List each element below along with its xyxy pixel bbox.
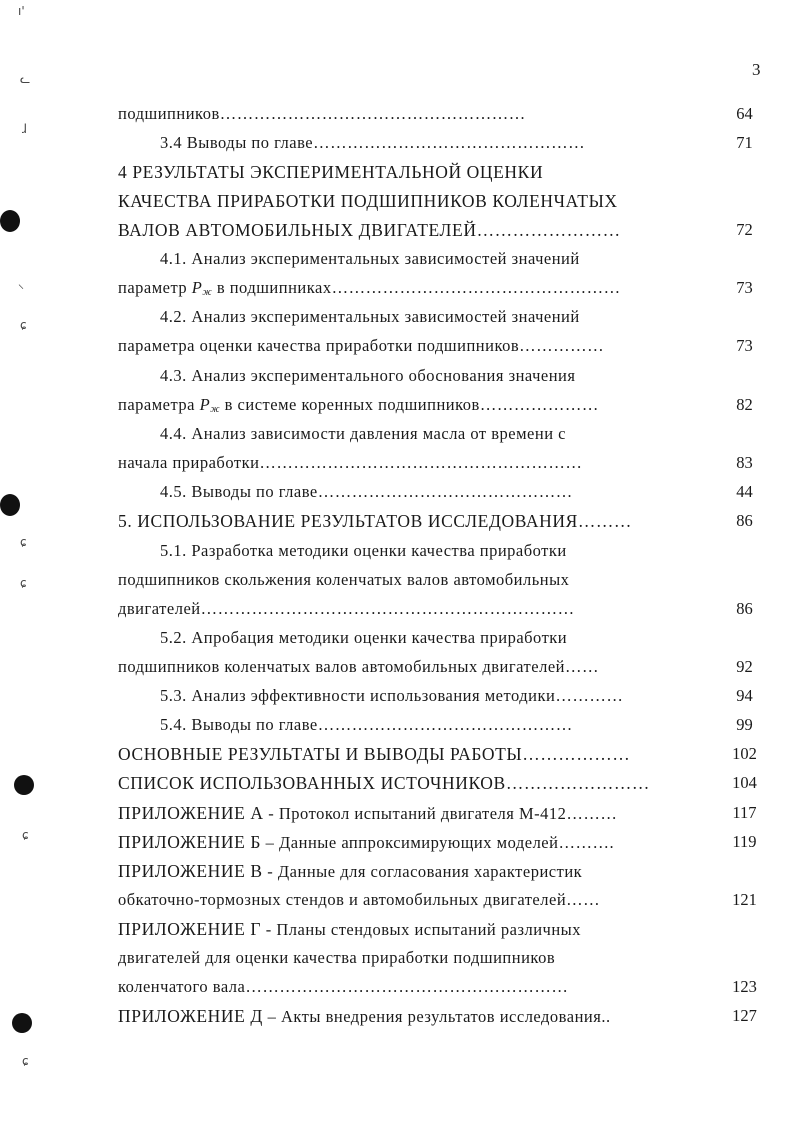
- scan-speck: ᓚ: [20, 72, 31, 86]
- toc-entry-heading: ПРИЛОЖЕНИЕ Д: [118, 1006, 263, 1026]
- toc-line: [0, 887, 797, 913]
- toc-line: [0, 538, 797, 564]
- toc-entry-text: 4.2. Анализ экспериментальных зависимостей значений: [160, 307, 580, 326]
- toc-entry-text: 4.1. Анализ экспериментальных зависимостей значений: [160, 249, 580, 268]
- toc-entry-text: параметра оценки качества приработки подшипников: [118, 336, 520, 355]
- toc-page-number: 119: [732, 832, 757, 851]
- scan-speck: ɕ: [20, 576, 27, 590]
- toc-entry-text: ОСНОВНЫЕ РЕЗУЛЬТАТЫ И ВЫВОДЫ РАБОТЫ: [118, 744, 523, 764]
- toc-page-number: 72: [736, 220, 753, 239]
- punch-hole-mark: [0, 210, 20, 232]
- page-number: 3: [752, 60, 761, 79]
- toc-line: [0, 625, 797, 651]
- toc-entry-text: 3.4 Выводы по главе: [160, 133, 314, 152]
- toc-line: [0, 130, 797, 156]
- toc-page-number: 127: [732, 1006, 757, 1025]
- scan-speck: ɕ: [22, 1054, 29, 1068]
- toc-leader: ……: [564, 657, 599, 676]
- toc-entry-text: - Данные для согласования характеристик: [262, 862, 583, 881]
- toc-entry-text: параметра: [118, 395, 200, 414]
- toc-line: [0, 217, 797, 243]
- toc-line: [0, 159, 797, 185]
- toc-leader: ……: [566, 890, 601, 909]
- toc-leader: ……………: [519, 336, 605, 355]
- toc-line: [0, 654, 797, 680]
- toc-entry-heading: ПРИЛОЖЕНИЕ Б: [118, 832, 262, 852]
- toc-leader: ……….: [558, 833, 615, 852]
- toc-entry-text: 5.2. Апробация методики оценки качества приработки: [160, 628, 568, 647]
- toc-page-number: 83: [736, 453, 753, 472]
- toc-leader: …………………………………………………: [259, 453, 583, 472]
- toc-line: [0, 829, 797, 855]
- toc-page-number: 99: [736, 715, 753, 734]
- toc-entry-heading: ПРИЛОЖЕНИЕ В: [118, 861, 263, 881]
- toc-line: [0, 333, 797, 359]
- toc-entry-text: 4 РЕЗУЛЬТАТЫ ЭКСПЕРИМЕНТАЛЬНОЙ ОЦЕНКИ: [118, 162, 544, 182]
- toc-entry-text: в подшипниках: [212, 278, 332, 297]
- toc-line: [0, 770, 797, 796]
- toc-line: [0, 508, 797, 534]
- toc-page-number: 92: [736, 657, 753, 676]
- toc-entry-text: КАЧЕСТВА ПРИРАБОТКИ ПОДШИПНИКОВ КОЛЕНЧАТЫХ: [118, 191, 618, 211]
- toc-page-number: 71: [736, 133, 753, 152]
- toc-line: [0, 479, 797, 505]
- toc-entry-heading: ПРИЛОЖЕНИЕ Г: [118, 919, 262, 939]
- toc-leader: ………………………………………: [317, 482, 573, 501]
- toc-page-number: 123: [732, 977, 757, 996]
- toc-entry-text: подшипников коленчатых валов автомобильных двигателей: [118, 657, 565, 676]
- variable-symbol: P: [199, 395, 211, 414]
- toc-leader: …………………: [479, 395, 599, 414]
- toc-entry-text: коленчатого вала: [118, 977, 246, 996]
- toc-line: [0, 741, 797, 767]
- toc-leader: ………………: [522, 744, 631, 764]
- toc-entry-text: 5. ИСПОЛЬЗОВАНИЕ РЕЗУЛЬТАТОВ ИССЛЕДОВАНИЯ: [118, 511, 578, 531]
- toc-line: [0, 800, 797, 826]
- toc-leader: …………………………………………: [313, 133, 586, 152]
- toc-line: [0, 858, 797, 884]
- toc-line: [0, 916, 797, 942]
- toc-entry-text: ВАЛОВ АВТОМОБИЛЬНЫХ ДВИГАТЕЛЕЙ: [118, 220, 477, 240]
- variable-symbol: P: [191, 278, 203, 297]
- toc-page-number: 94: [736, 686, 753, 705]
- punch-hole-mark: [12, 1013, 32, 1033]
- punch-hole-mark: [0, 494, 20, 516]
- toc-line: [0, 363, 797, 389]
- toc-entry-text: обкаточно-тормозных стендов и автомобильных двигателей: [118, 890, 567, 909]
- toc-page-number: 64: [736, 104, 753, 123]
- toc-line: [0, 275, 797, 301]
- toc-line: [0, 450, 797, 476]
- toc-line: [0, 421, 797, 447]
- toc-line: [0, 567, 797, 593]
- toc-entry-text: двигателей для оценки качества приработки подшипников: [118, 948, 556, 967]
- toc-entry-text: – Акты внедрения результатов исследования..: [262, 1007, 611, 1026]
- scan-speck: ɕ: [22, 828, 29, 842]
- toc-entry-text: СПИСОК ИСПОЛЬЗОВАННЫХ ИСТОЧНИКОВ: [118, 773, 506, 793]
- toc-page-number: 82: [736, 395, 753, 414]
- toc-entry-text: 5.3. Анализ эффективности использования методики: [160, 686, 556, 705]
- toc-leader: …………………………………………………………: [200, 599, 575, 618]
- toc-entry-text: подшипников: [118, 104, 220, 123]
- toc-entry-text: 4.5. Выводы по главе: [160, 482, 318, 501]
- toc-page-number: 102: [732, 744, 757, 763]
- toc-entry-text: 5.1. Разработка методики оценки качества приработки: [160, 541, 567, 560]
- toc-entry-text: 4.4. Анализ зависимости давления масла от времени с: [160, 424, 566, 443]
- punch-hole-mark: [14, 775, 34, 795]
- toc-line: [0, 974, 797, 1000]
- toc-line: [0, 1003, 797, 1029]
- toc-line: [0, 712, 797, 738]
- toc-leader: ……………………: [505, 773, 650, 793]
- toc-page-number: 104: [732, 773, 757, 792]
- toc-entry-text: в системе коренных подшипников: [220, 395, 480, 414]
- toc-page-number: 73: [736, 336, 753, 355]
- scan-speck: ɺ: [22, 122, 27, 136]
- toc-leader: ………………………………………: [317, 715, 573, 734]
- toc-entry-text: параметр: [118, 278, 192, 297]
- toc-page-number: 86: [736, 511, 753, 530]
- toc-line: [0, 596, 797, 622]
- toc-leader: …………: [555, 686, 624, 705]
- variable-subscript: ж: [202, 287, 213, 298]
- toc-page-number: 86: [736, 599, 753, 618]
- toc-entry-text: – Данные аппроксимирующих моделей: [261, 833, 559, 852]
- toc-line: [0, 101, 797, 127]
- toc-leader: ……………………………………………: [331, 278, 621, 297]
- toc-line: [0, 392, 797, 418]
- toc-line: [0, 246, 797, 272]
- toc-line: [0, 683, 797, 709]
- scan-speck: ɕ: [20, 535, 27, 549]
- toc-entry-text: 5.4. Выводы по главе: [160, 715, 318, 734]
- toc-entry-text: 4.3. Анализ экспериментального обоснования значения: [160, 366, 576, 385]
- toc-line: [0, 188, 797, 214]
- toc-leader: ……………………: [476, 220, 621, 240]
- toc-page-number: 121: [732, 890, 757, 909]
- toc-leader: …………………………………………………: [245, 977, 569, 996]
- toc-line: [0, 945, 797, 971]
- toc-leader: ………………………………………………: [219, 104, 526, 123]
- toc-entry-text: подшипников скольжения коленчатых валов автомобильных: [118, 570, 570, 589]
- toc-entry-text: - Протокол испытаний двигателя М-412: [263, 804, 567, 823]
- variable-subscript: ж: [210, 404, 221, 415]
- toc-leader: ………: [577, 511, 632, 531]
- toc-entry-heading: ПРИЛОЖЕНИЕ А: [118, 803, 264, 823]
- toc-page-number: 44: [736, 482, 753, 501]
- toc-leader: ………: [566, 804, 618, 823]
- scan-speck: ı': [18, 4, 25, 18]
- toc-entry-text: двигателей: [118, 599, 201, 618]
- scan-speck: ⸌: [18, 282, 25, 296]
- scan-speck: ɕ: [20, 318, 27, 332]
- toc-entry-text: начала приработки: [118, 453, 260, 472]
- toc-line: [0, 304, 797, 330]
- toc-entry-text: - Планы стендовых испытаний различных: [261, 920, 581, 939]
- toc-page-number: 117: [732, 803, 757, 822]
- toc-page-number: 73: [736, 278, 753, 297]
